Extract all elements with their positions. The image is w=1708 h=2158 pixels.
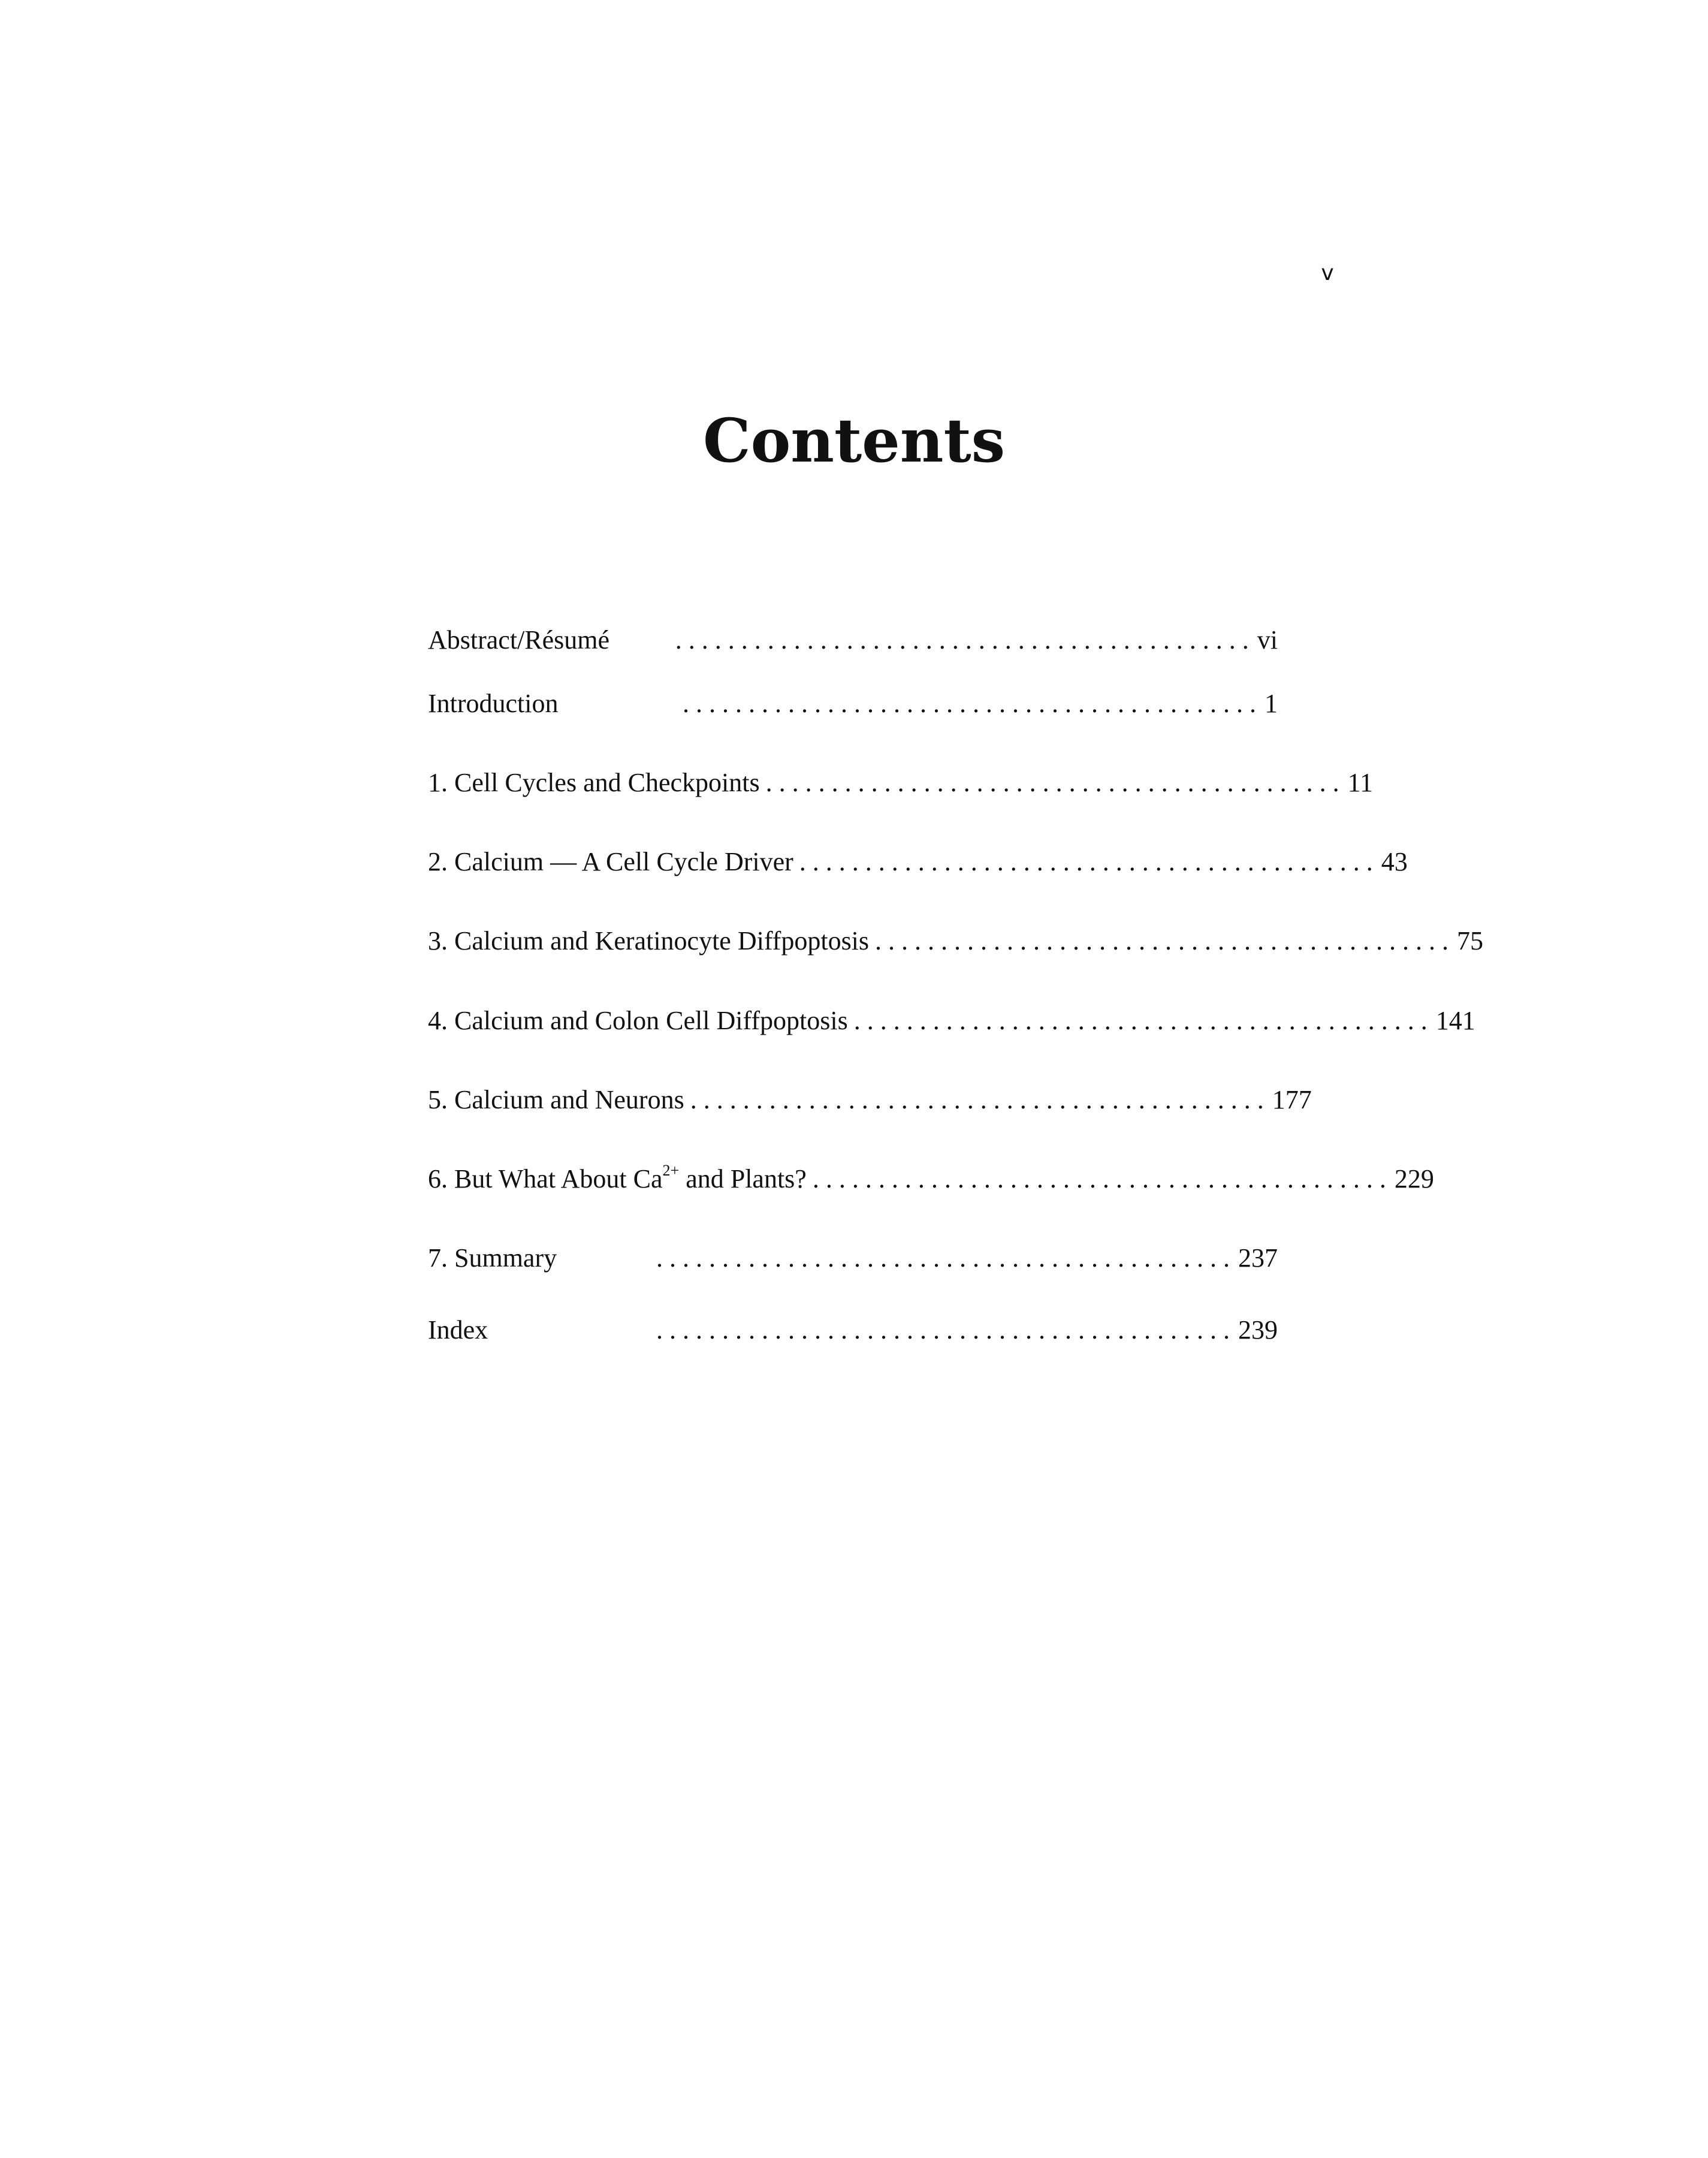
toc-entry-title: Abstract/Résumé — [428, 625, 610, 655]
toc-entry-title: 4. Calcium and Colon Cell Diffpoptosis — [428, 1006, 848, 1035]
toc-entry-title: 5. Calcium and Neurons — [428, 1085, 684, 1114]
toc-dot-leader: . . . . . . . . . . . . . . . . . . . . . . . . . . . . . . . . . . . . . . . . . . . . — [765, 768, 1339, 797]
toc-entry-introduction[interactable] — [428, 686, 1278, 722]
superscript-charge: 2+ — [662, 1162, 680, 1179]
toc-dot-leader: . . . . . . . . . . . . . . . . . . . . . . . . . . . . . . . . . . . . . . . . . . . . — [853, 1006, 1428, 1035]
toc-entry-index[interactable] — [428, 1312, 1278, 1348]
toc-entry-page: 239 — [1238, 1315, 1278, 1345]
toc-entry-chapter-6[interactable] — [428, 1161, 1434, 1197]
toc-entry-title-end: and Plants? — [679, 1164, 807, 1193]
toc-dot-leader: . . . . . . . . . . . . . . . . . . . . . . . . . . . . . . . . . . . . . . . . . . . . — [875, 926, 1449, 956]
toc-entry-chapter-2[interactable] — [428, 844, 1408, 880]
toc-entry-title: Introduction — [428, 689, 559, 718]
toc-entry-page: 1 — [1265, 689, 1278, 718]
toc-entry-title: 7. Summary — [428, 1243, 557, 1273]
toc-entry-chapter-7[interactable] — [428, 1240, 1278, 1276]
toc-entry-chapter-3[interactable] — [428, 923, 1484, 959]
toc-entry-title: 1. Cell Cycles and Checkpoints — [428, 768, 760, 797]
toc-entry-chapter-4[interactable] — [428, 1003, 1475, 1039]
toc-entry-chapter-5[interactable] — [428, 1082, 1312, 1118]
toc-dot-leader: . . . . . . . . . . . . . . . . . . . . . . . . . . . . . . . . . . . . . . . . . . . . — [812, 1164, 1386, 1193]
toc-entry-page: 229 — [1394, 1164, 1434, 1193]
toc-entry-title: Index — [428, 1315, 488, 1345]
toc-dot-leader: . . . . . . . . . . . . . . . . . . . . . . . . . . . . . . . . . . . . . . . . . . . . — [656, 1243, 1230, 1273]
toc-entry-title-start: 6. But What About Ca — [428, 1164, 663, 1193]
toc-entry-chapter-1[interactable] — [428, 765, 1373, 801]
page-number: v — [1321, 261, 1334, 285]
toc-entry-page: 177 — [1272, 1085, 1312, 1114]
toc-dot-leader: . . . . . . . . . . . . . . . . . . . . . . . . . . . . . . . . . . . . . . . . . . . . — [656, 1315, 1230, 1345]
toc-dot-leader: . . . . . . . . . . . . . . . . . . . . . . . . . . . . . . . . . . . . . . . . . . . . — [690, 1085, 1264, 1114]
page-title: Contents — [702, 405, 1005, 476]
toc-entry-page: 237 — [1238, 1243, 1278, 1273]
toc-entry-page: 75 — [1457, 926, 1484, 956]
toc-entry-title: 3. Calcium and Keratinocyte Diffpoptosis — [428, 926, 870, 956]
toc-entry-title: 2. Calcium — A Cell Cycle Driver — [428, 847, 793, 876]
toc-entry-page: 43 — [1381, 847, 1408, 876]
table-of-contents — [428, 0, 1484, 2158]
toc-entry-page: 11 — [1347, 768, 1373, 797]
toc-dot-leader: . . . . . . . . . . . . . . . . . . . . . . . . . . . . . . . . . . . . . . . . . . . . — [799, 847, 1373, 876]
toc-entry-abstract[interactable] — [428, 622, 1278, 658]
toc-entry-page: 141 — [1435, 1006, 1475, 1035]
toc-entry-page: vi — [1257, 625, 1278, 655]
toc-dot-leader: . . . . . . . . . . . . . . . . . . . . . . . . . . . . . . . . . . . . . . . . . . . . — [675, 625, 1249, 655]
toc-entry-title — [428, 1161, 807, 1197]
toc-dot-leader: . . . . . . . . . . . . . . . . . . . . . . . . . . . . . . . . . . . . . . . . . . . . — [683, 689, 1256, 718]
